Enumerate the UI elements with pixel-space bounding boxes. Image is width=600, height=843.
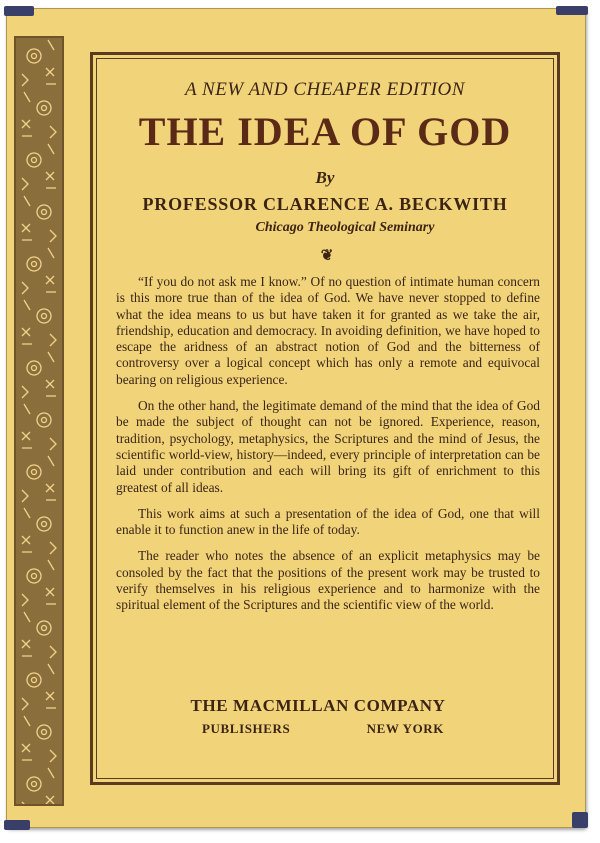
corner-wear-bottom-left xyxy=(4,820,30,830)
author-name: PROFESSOR CLARENCE A. BECKWITH xyxy=(142,194,508,214)
edition-line: A NEW AND CHEAPER EDITION xyxy=(185,79,465,100)
corner-wear-top-right xyxy=(556,6,588,15)
decorative-spine-strip xyxy=(14,36,64,806)
publisher-block xyxy=(106,695,544,739)
by-line: By xyxy=(315,168,335,187)
author-affiliation: Chicago Theological Seminary xyxy=(255,220,435,235)
publishers-label: PUBLISHERS xyxy=(202,721,291,736)
blurb-paragraph: The reader who notes the absence of an explicit metaphysics may be consoled by the fact that the positions of the present work may be trusted to verify themselves in his religious experience and to harmonize with the spiritual element of the Scriptures and the scientific view of the world. xyxy=(116,548,540,613)
blurb xyxy=(106,274,544,614)
publisher-city: NEW YORK xyxy=(366,721,444,736)
book-title: THE IDEA OF GOD xyxy=(138,109,512,154)
corner-wear-bottom-right xyxy=(572,812,588,828)
blurb-paragraph: On the other hand, the legitimate demand of the mind that the idea of God be made the subject of thought can not be ignored. Experience, reason, tradition, psychology, metaphysics, the Scriptures and the mind of Jesus, the scientific world-view, history—indeed, every principle of interpretation can be laid under contribution and each will bring its gift of enrichment to this greatest of all ideas. xyxy=(116,398,540,495)
publisher-name: THE MACMILLAN COMPANY xyxy=(190,696,446,715)
blurb-paragraph: “If you do not ask me I know.” Of no question of intimate human concern is this more true than of the idea of God. We have never stopped to define what the idea means to us but have taken it for granted as we take the air, friendship, education and democracy. In avoiding definition, we have hoped to escape the aridness of an abstract notion of God and the bitterness of controversy over a logical concept which has only a remote and equivocal bearing on religious experience. xyxy=(116,274,540,387)
fleuron-icon: ❦ xyxy=(320,248,334,264)
corner-wear-top-left xyxy=(4,6,34,16)
cover-content xyxy=(106,78,544,624)
blurb-paragraph: This work aims at such a presentation of the idea of God, one that will enable it to function anew in the life of today. xyxy=(116,505,540,538)
ornamental-pattern-icon xyxy=(16,38,62,804)
publisher-line xyxy=(106,719,544,739)
